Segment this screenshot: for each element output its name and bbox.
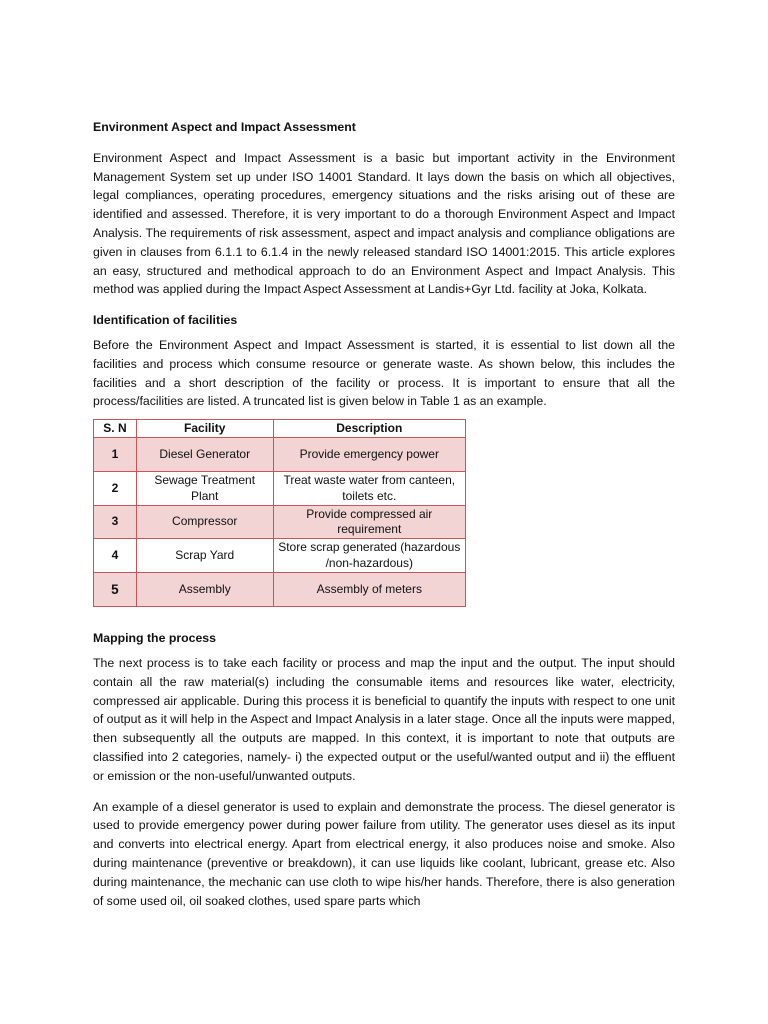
cell-facility: Scrap Yard (136, 539, 273, 573)
cell-sn: 2 (94, 472, 137, 506)
facilities-table (93, 419, 466, 607)
table-row (94, 539, 466, 573)
intro-paragraph: Environment Aspect and Impact Assessment is a basic but important activity in the Environment Management System set up under ISO 14001 Standard. It lays down the basis on which all objectives, legal compliances, operating procedures, emergency situations and the risks arising out of these are identified and assessed. Therefore, it is very important to do a thorough Environment Aspect and Impact Analysis. The requirements of risk assessment, aspect and impact analysis and compliance obligations are given in clauses from 6.1.1 to 6.1.4 in the newly released standard ISO 14001:2015. This article explores an easy, structured and methodical approach to do an Environment Aspect and Impact Analysis. This method was applied during the Impact Aspect Assessment at Landis+Gyr Ltd. facility at Joka, Kolkata. (93, 150, 675, 297)
table-row (94, 472, 466, 506)
cell-description: Provide compressed air requirement (273, 506, 465, 539)
table-row (94, 573, 466, 607)
header-description: Description (273, 420, 465, 438)
document-page (93, 112, 675, 910)
table-row (94, 506, 466, 539)
mapping-paragraph-1: The next process is to take each facility or process and map the input and the output. The input should contain all the raw material(s) including the consumable items and resources like water, electricity, compressed air applicable. During this process it is beneficial to quantify the inputs with respect to one unit of output as it will help in the Aspect and Impact Analysis in a later stage. Once all the inputs were mapped, then subsequently all the outputs are mapped. In this context, it is important to note that outputs are classified into 2 categories, namely- i) the expected output or the useful/wanted output and ii) the effluent or emission or the non-useful/unwanted outputs. (93, 655, 675, 783)
cell-sn: 1 (94, 438, 137, 472)
section-heading-identification: Identification of facilities (93, 313, 238, 328)
header-facility: Facility (136, 420, 273, 438)
cell-facility: Compressor (136, 506, 273, 539)
section-heading-mapping: Mapping the process (93, 631, 216, 646)
cell-description: Assembly of meters (273, 573, 465, 607)
header-sn: S. N (94, 420, 137, 438)
table-header-row (94, 420, 466, 438)
document-title: Environment Aspect and Impact Assessment (93, 120, 356, 134)
mapping-paragraph-2: An example of a diesel generator is used to explain and demonstrate the process. The diesel generator is used to provide emergency power during power failure from utility. The generator uses diesel as its input and converts into electrical energy. Apart from electrical energy, it also produces noise and smoke. Also during maintenance (preventive or breakdown), it can use liquids like coolant, lubricant, grease etc. Also during maintenance, the mechanic can use cloth to wipe his/her hands. Therefore, there is also generation of some used oil, oil soaked clothes, used spare parts which (93, 799, 675, 908)
cell-facility: Assembly (136, 573, 273, 607)
cell-description: Provide emergency power (273, 438, 465, 472)
cell-facility: Diesel Generator (136, 438, 273, 472)
table-row (94, 438, 466, 472)
identification-paragraph: Before the Environment Aspect and Impact Assessment is started, it is essential to list down all the facilities and process which consume resource or generate waste. As shown below, this includes the facilities and a short description of the facility or process. It is important to ensure that all the process/facilities are listed. A truncated list is given below in Table 1 as an example. (93, 337, 675, 409)
cell-description: Treat waste water from canteen, toilets etc. (273, 472, 465, 506)
cell-sn: 3 (94, 506, 137, 539)
cell-sn: 4 (94, 539, 137, 573)
cell-facility: Sewage Treatment Plant (136, 472, 273, 506)
cell-sn: 5 (94, 573, 137, 607)
cell-description: Store scrap generated (hazardous /non-hazardous) (273, 539, 465, 573)
